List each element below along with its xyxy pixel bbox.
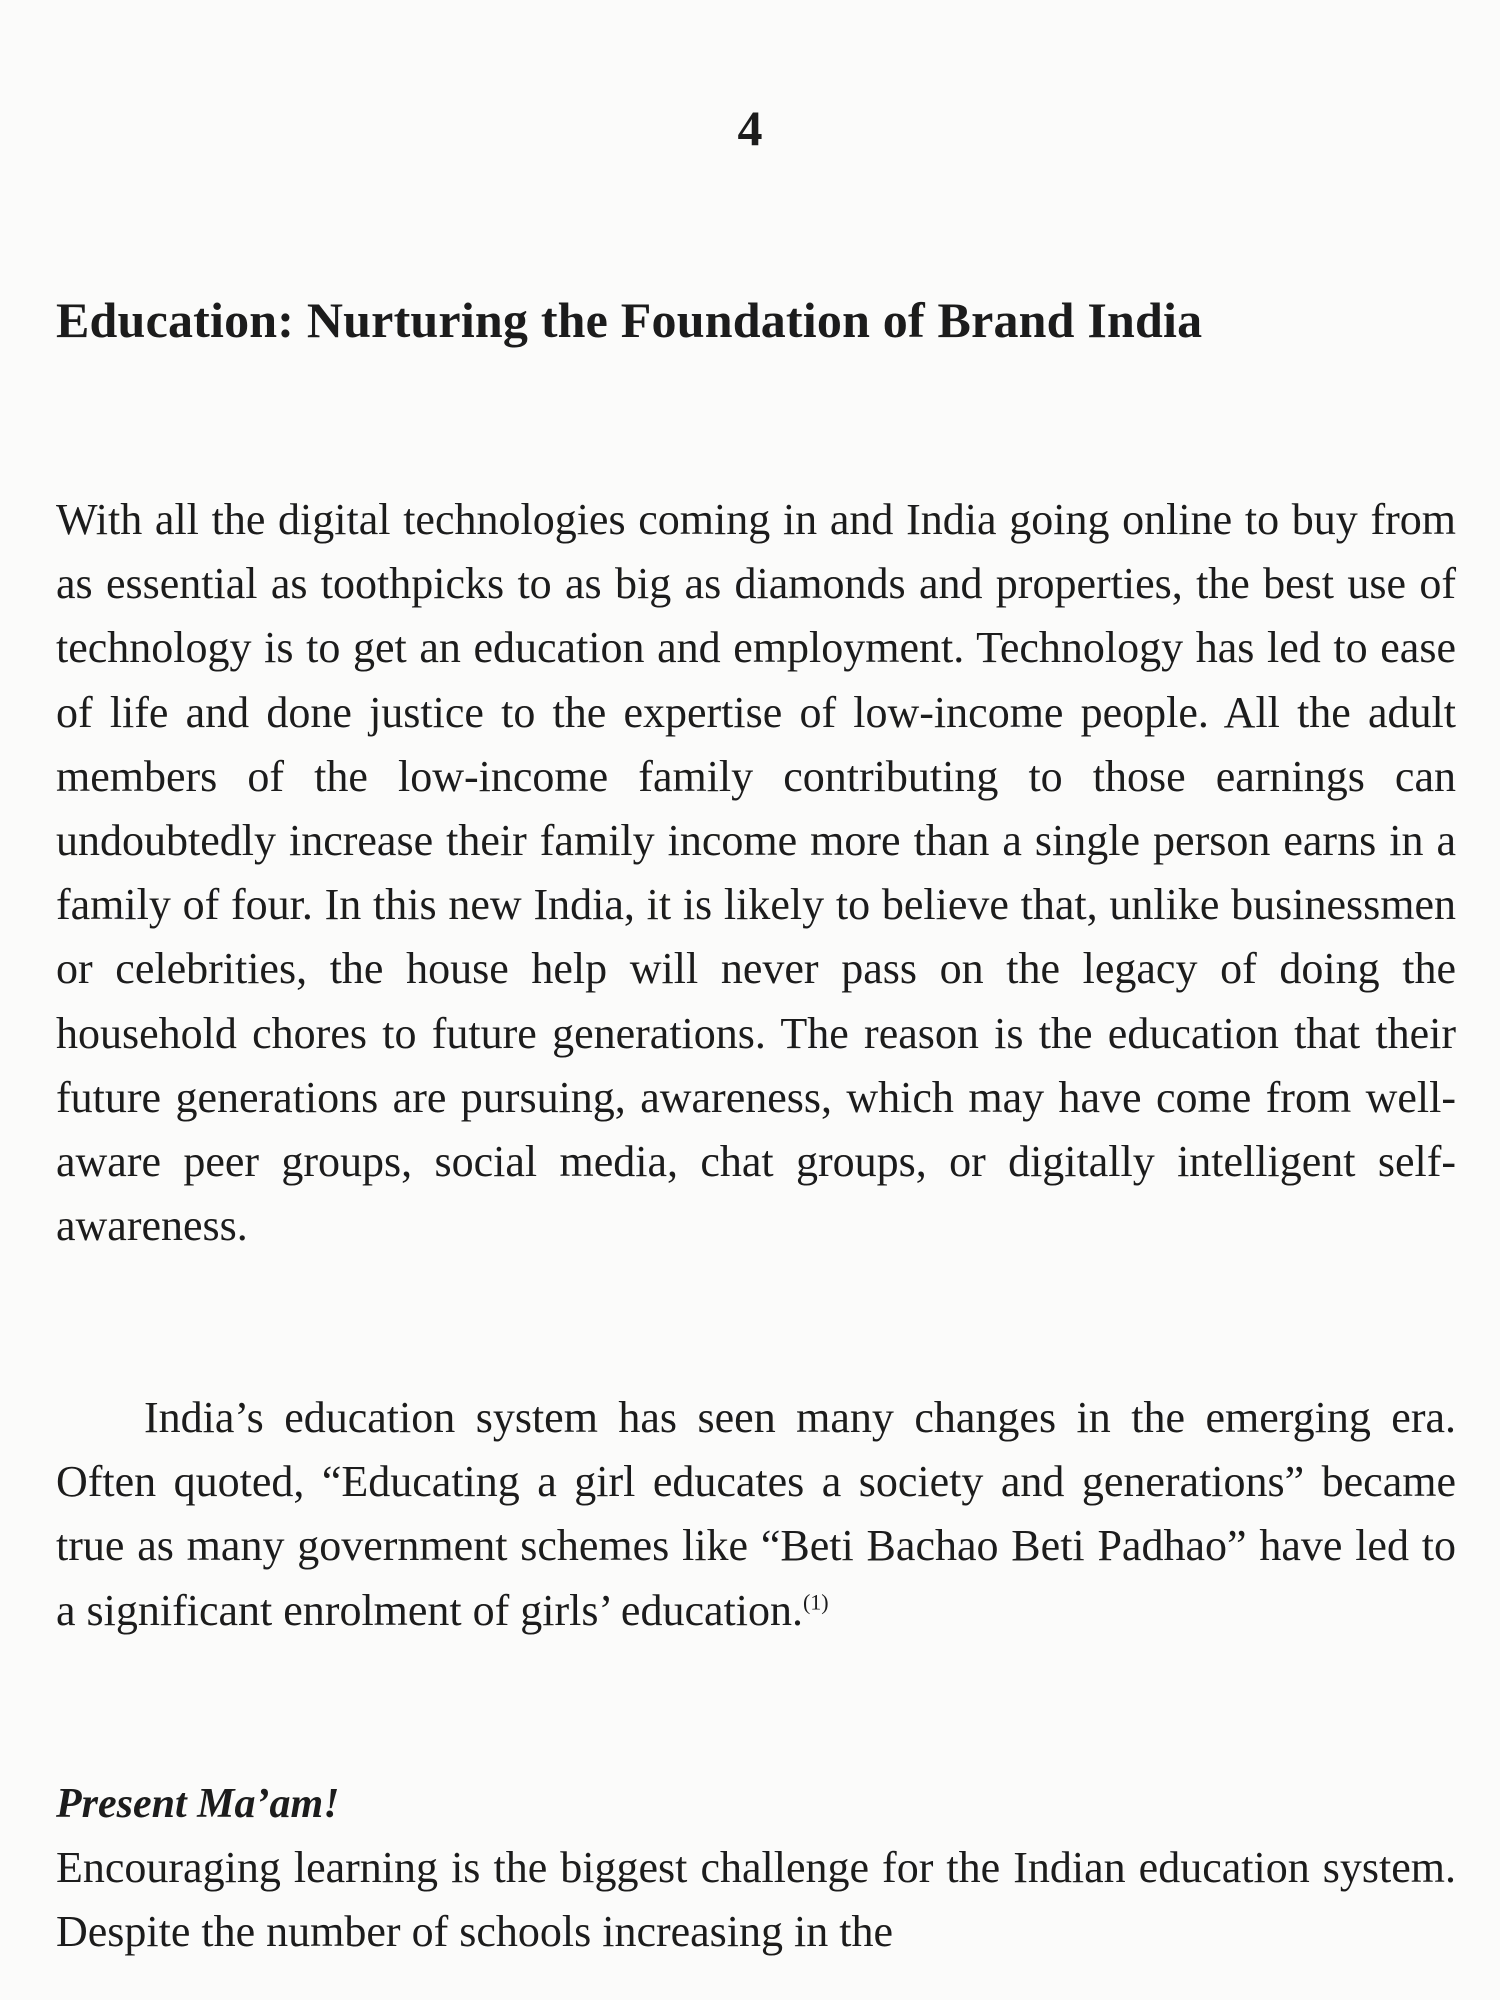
body-paragraph-2 (56, 1386, 1456, 1643)
chapter-number: 4 (737, 100, 763, 156)
section-paragraph-container (56, 1836, 1456, 1964)
body-paragraph-2-container (56, 1386, 1456, 1643)
body-paragraph-1: With all the digital technologies coming in and India going online to buy from as essential as toothpicks to as big as diamonds and properties, the best use of technology is to get an education and employment. Technology has led to ease of life and done justice to the expertise of low-income people. All the adult members of the low-income family contributing to those earnings can undoubtedly increase their family income more than a single person earns in a family of four. In this new India, it is likely to believe that, unlike businessmen or celebrities, the house help will never pass on the legacy of doing the household chores to future generations. The reason is the education that their future generations are pursuing, awareness, which may have come from well-aware peer groups, social media, chat groups, or digitally intelligent self-awareness. (56, 495, 1456, 1251)
body-paragraph-2-text: India’s education system has seen many changes in the emerging era. Often quoted, “Educating a girl educates a society and generations” became true as many government schemes like “Beti Bachao Beti Padhao” have led to a significant enrolment of girls’ education. (56, 1393, 1456, 1635)
chapter-title: Education: Nurturing the Foundation of Brand India (56, 292, 1203, 348)
body-paragraph-1-container (56, 488, 1456, 1258)
section-heading: Present Ma’am! (56, 1781, 340, 1827)
section-paragraph: Encouraging learning is the biggest challenge for the Indian education system. Despite the number of schools increasing in the (56, 1843, 1456, 1957)
footnote-marker: (1) (802, 1588, 829, 1614)
